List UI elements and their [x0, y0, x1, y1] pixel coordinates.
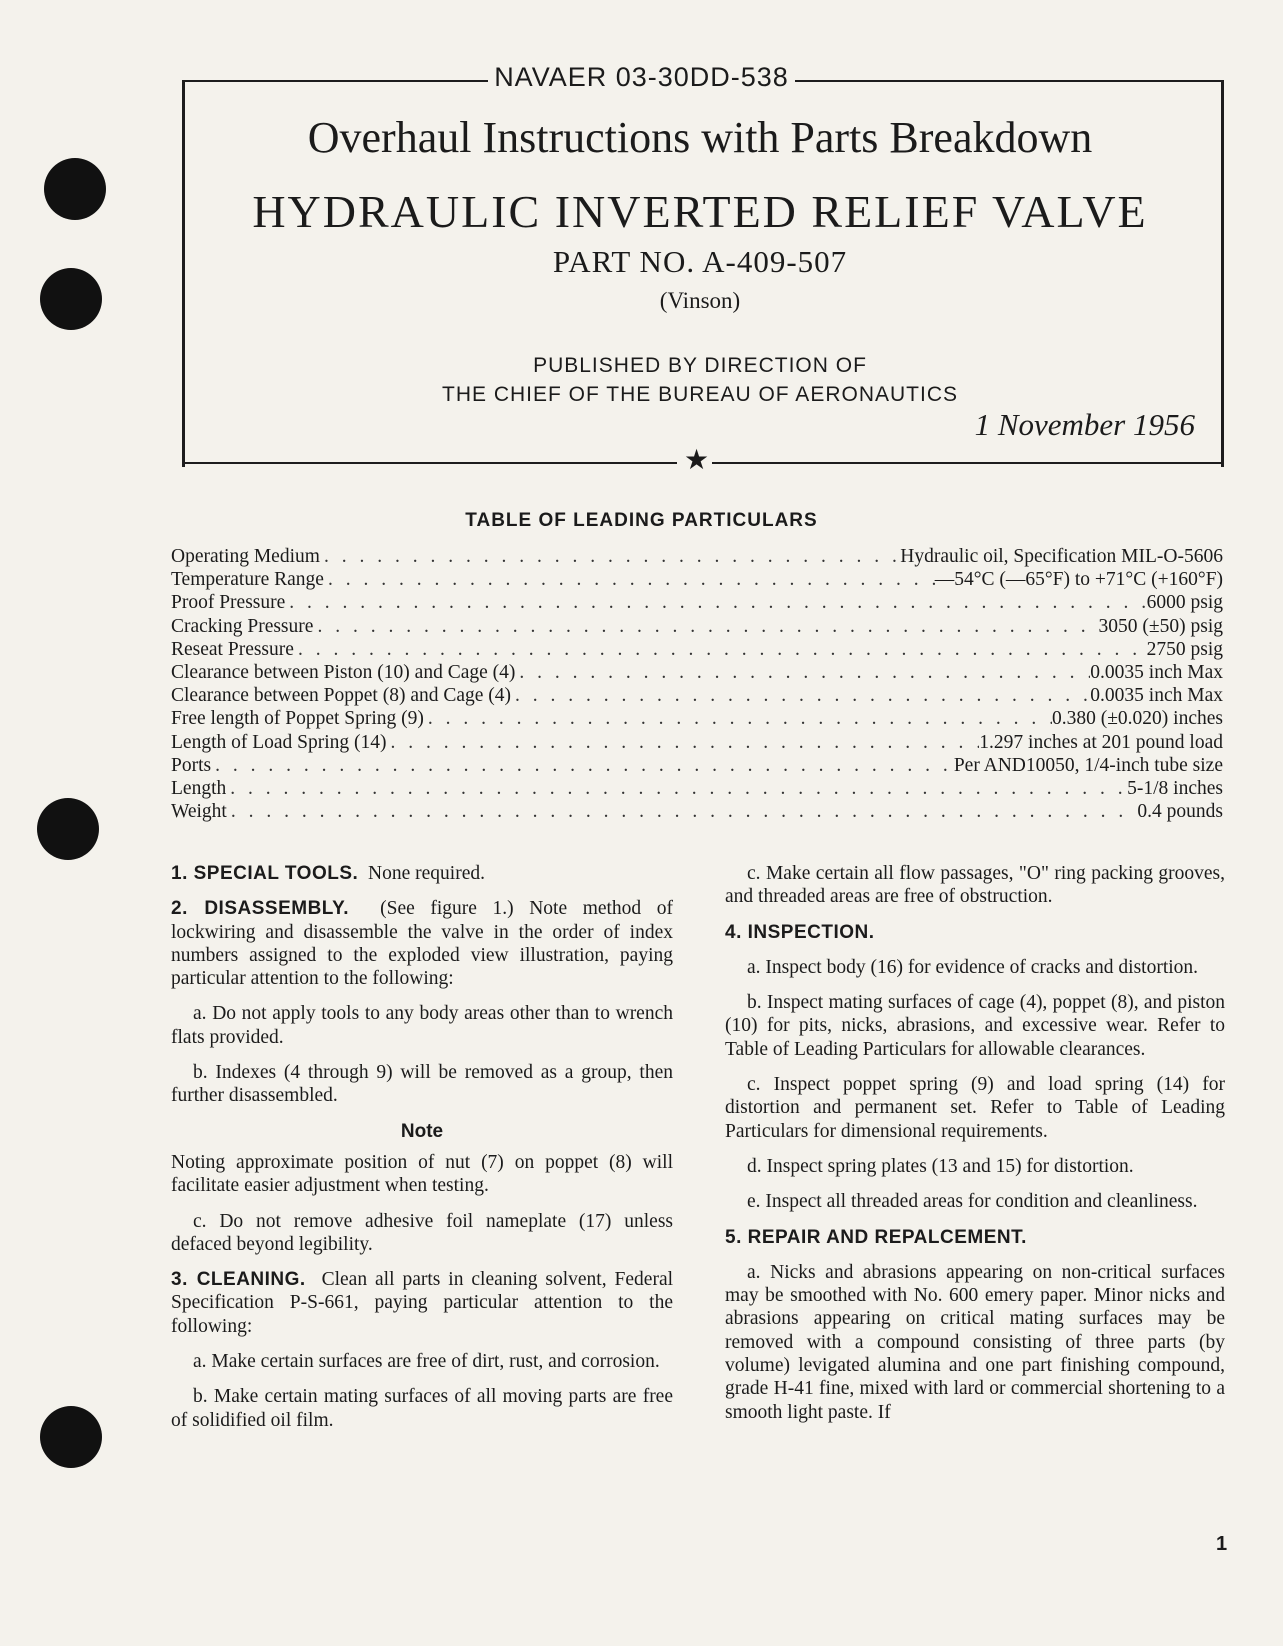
- tlp-label: Length of Load Spring (14): [171, 731, 387, 753]
- tlp-value: 1.297 inches at 201 pound load: [979, 731, 1223, 753]
- paragraph: a. Do not apply tools to any body areas other than to wrench flats provided.: [171, 1003, 673, 1048]
- tlp-value: 6000 psig: [1146, 592, 1223, 614]
- frame-bottom-line-left: [182, 462, 677, 464]
- tlp-value: —54°C (—65°F) to +71°C (+160°F): [934, 569, 1223, 591]
- leader-dots: [313, 615, 1098, 638]
- paragraph: a. Nicks and abrasions appearing on non-critical surfaces may be smoothed with No. 600 emery paper. Minor nicks and abrasions appearing on critical mating surfaces may be removed with a compound consisting of three parts (by volume) levigated alumina and one part finishing compound, grade H-41 fine, mixed with lard or commercial shortening to a smooth light paste. If: [725, 1261, 1225, 1423]
- tlp-label: Ports: [171, 754, 212, 776]
- paragraph: d. Inspect spring plates (13 and 15) for distortion.: [747, 1155, 1134, 1177]
- section-text: None required.: [368, 863, 485, 884]
- tlp-value: 0.380 (±0.020) inches: [1051, 708, 1223, 730]
- tlp-label: Clearance between Poppet (8) and Cage (4): [171, 685, 512, 707]
- punch-hole-lower: [37, 798, 99, 860]
- page-number: 1: [1216, 1533, 1228, 1555]
- punch-hole-bottom: [40, 1406, 102, 1468]
- published-line-2: THE CHIEF OF THE BUREAU OF AERONAUTICS: [442, 383, 958, 406]
- tlp-row: [171, 731, 1223, 754]
- tlp-row: [171, 615, 1223, 638]
- tlp-label: Reseat Pressure: [171, 638, 294, 660]
- leader-dots: [294, 638, 1147, 661]
- publication-date: 1 November 1956: [974, 407, 1195, 442]
- punch-hole-upper: [40, 268, 102, 330]
- tlp-label: Temperature Range: [171, 569, 324, 591]
- frame-bottom-line-right: [712, 462, 1221, 464]
- tlp-value: Hydraulic oil, Specification MIL-O-5606: [900, 546, 1223, 567]
- leading-particulars-table: [171, 545, 1223, 823]
- section-cleaning: [171, 1268, 673, 1338]
- leader-dots: [324, 568, 935, 591]
- paragraph: c. Do not remove adhesive foil nameplate (17) unless defaced beyond legibility.: [171, 1210, 673, 1255]
- tlp-label: Weight: [171, 801, 227, 823]
- tlp-label: Clearance between Piston (10) and Cage (4): [171, 661, 516, 683]
- section-heading: 1. SPECIAL TOOLS.: [171, 863, 359, 884]
- section-disassembly: [171, 897, 673, 990]
- section-heading: 3. CLEANING.: [171, 1269, 306, 1291]
- leader-dots: [511, 684, 1090, 707]
- title-valve: HYDRAULIC INVERTED RELIEF VALVE: [252, 186, 1148, 237]
- tlp-value: 0.0035 inch Max: [1090, 685, 1223, 707]
- tlp-row: [171, 591, 1223, 614]
- tlp-row: [171, 568, 1223, 591]
- manufacturer: (Vinson): [659, 288, 741, 313]
- leader-dots: [227, 800, 1138, 823]
- section-text: (See figure 1.) Note method of lockwiring and disassemble the valve in the order of index numbers assigned to the exploded view illustration, paying particular attention to the following:: [171, 898, 674, 990]
- paragraph: c. Make certain all flow passages, "O" ring packing grooves, and threaded areas are free of obstruction.: [725, 863, 1225, 908]
- paragraph: b. Indexes (4 through 9) will be removed as a group, then further disassembled.: [171, 1062, 673, 1107]
- paragraph: a. Inspect body (16) for evidence of cracks and distortion.: [747, 956, 1199, 978]
- paragraph: b. Make certain mating surfaces of all moving parts are free of solidified oil film.: [171, 1386, 673, 1431]
- leader-dots: [320, 545, 900, 568]
- leader-dots: [226, 777, 1127, 800]
- title-overhaul: Overhaul Instructions with Parts Breakdown: [307, 113, 1093, 162]
- tlp-row: [171, 777, 1223, 800]
- tlp-row: [171, 638, 1223, 661]
- tlp-label: Operating Medium: [171, 546, 320, 567]
- document-number: NAVAER 03-30DD-538: [0, 62, 1283, 93]
- tlp-row: [171, 754, 1223, 777]
- leader-dots: [424, 707, 1052, 730]
- tlp-label: Proof Pressure: [171, 592, 286, 614]
- tlp-value: 2750 psig: [1146, 638, 1223, 660]
- tlp-label: Length: [171, 777, 227, 799]
- right-column: [725, 862, 1225, 1436]
- leader-dots: [211, 754, 954, 777]
- tlp-row: [171, 661, 1223, 684]
- punch-hole-top: [44, 158, 106, 220]
- star-icon: ★: [684, 445, 710, 476]
- section-heading: 2. DISASSEMBLY.: [171, 898, 349, 920]
- paragraph: b. Inspect mating surfaces of cage (4), poppet (8), and piston (10) for pits, nicks, abrasions, and excessive wear. Refer to Table of Leading Particulars for allowable clearances.: [725, 992, 1225, 1060]
- leader-dots: [387, 731, 980, 754]
- tlp-label: Cracking Pressure: [171, 615, 314, 637]
- tlp-value: 0.4 pounds: [1137, 801, 1223, 823]
- tlp-row: [171, 684, 1223, 707]
- published-line-1: PUBLISHED BY DIRECTION OF: [533, 354, 867, 377]
- note-text: Noting approximate position of nut (7) on poppet (8) will facilitate easier adjustment when testing.: [171, 1151, 673, 1197]
- tlp-row: [171, 707, 1223, 730]
- leader-dots: [515, 661, 1090, 684]
- paragraph: a. Make certain surfaces are free of dirt, rust, and corrosion.: [193, 1351, 660, 1373]
- section-heading: 4. INSPECTION.: [725, 921, 875, 943]
- section-heading: 5. REPAIR AND REPALCEMENT.: [725, 1226, 1027, 1248]
- tlp-row: [171, 800, 1223, 823]
- tlp-row: [171, 545, 1223, 568]
- tlp-title: TABLE OF LEADING PARTICULARS: [465, 510, 818, 531]
- left-column: [171, 862, 673, 1444]
- tlp-value: 3050 (±50) psig: [1098, 615, 1223, 637]
- tlp-value: 0.0035 inch Max: [1090, 661, 1223, 683]
- part-number: PART NO. A-409-507: [552, 244, 848, 279]
- note-heading: Note: [400, 1120, 444, 1142]
- tlp-label: Free length of Poppet Spring (9): [171, 708, 424, 730]
- paragraph: e. Inspect all threaded areas for condition and cleanliness.: [747, 1191, 1198, 1213]
- tlp-value: 5-1/8 inches: [1127, 777, 1223, 799]
- section-special-tools: [171, 862, 673, 885]
- leader-dots: [285, 591, 1146, 614]
- section-text: Clean all parts in cleaning solvent, Federal Specification P-S-661, paying particular attention to the following:: [171, 1269, 674, 1337]
- tlp-value: Per AND10050, 1/4-inch tube size: [953, 754, 1223, 776]
- paragraph: c. Inspect poppet spring (9) and load spring (14) for distortion and permanent set. Refer to Table of Leading Particulars for dimensional requirements.: [725, 1074, 1225, 1142]
